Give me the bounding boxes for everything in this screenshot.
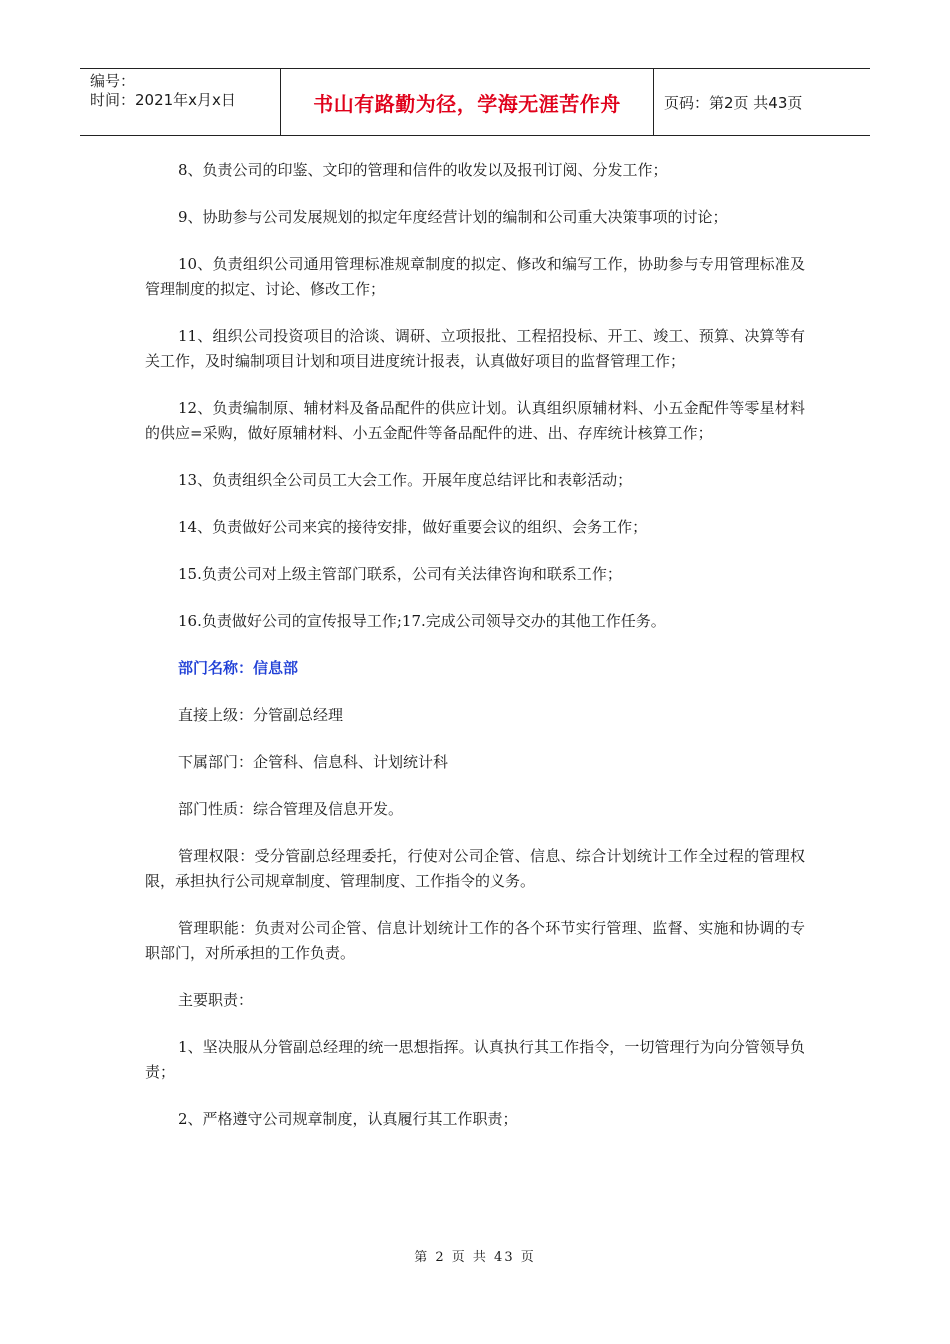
duty-item-13: 13、负责组织全公司员工大会工作。开展年度总结评比和表彰活动； — [178, 471, 633, 489]
direct-superior: 直接上级：分管副总经理 — [178, 706, 344, 724]
info-duty-item-1: 1、坚决服从分管副总经理的统一思想指挥。认真执行其工作指令，一切管理行为向分管领导负责； — [145, 1038, 805, 1081]
section-heading-department-name: 部门名称：信息部 — [178, 659, 299, 677]
header-page-info: 页码：第2页 共43页 — [664, 93, 803, 112]
document-date: 时间：2021年x月x日 — [90, 91, 236, 109]
page-footer: 第 2 页 共 43 页 — [414, 1250, 536, 1265]
duty-item-8: 8、负责公司的印鉴、文印的管理和信件的收发以及报刊订阅、分发工作； — [178, 161, 668, 179]
duty-item-14: 14、负责做好公司来宾的接待安排，做好重要会议的组织、会务工作； — [178, 518, 648, 536]
duty-item-16-17: 16.负责做好公司的宣传报导工作;17.完成公司领导交办的其他工作任务。 — [178, 612, 666, 630]
duty-item-12: 12、负责编制原、辅材料及备品配件的供应计划。认真组织原辅材料、小五金配件等零星材料的供应=采购，做好原辅材料、小五金配件等备品配件的进、出、存库统计核算工作； — [145, 399, 805, 442]
duty-item-9: 9、协助参与公司发展规划的拟定年度经营计划的编制和公司重大决策事项的讨论； — [178, 208, 728, 226]
management-function: 管理职能：负责对公司企管、信息计划统计工作的各个环节实行管理、监督、实施和协调的专职部门，对所承担的工作负责。 — [145, 919, 805, 962]
header-page-info-cell — [654, 69, 870, 135]
header-meta — [80, 69, 281, 135]
document-header — [80, 68, 870, 136]
department-nature: 部门性质：综合管理及信息开发。 — [178, 800, 404, 818]
main-duties-heading: 主要职责： — [178, 991, 254, 1009]
document-number-label: 编号： — [90, 72, 136, 90]
info-duty-item-2: 2、严格遵守公司规章制度，认真履行其工作职责； — [178, 1110, 518, 1128]
duty-item-15: 15.负责公司对上级主管部门联系，公司有关法律咨询和联系工作； — [178, 565, 622, 583]
duty-item-10: 10、负责组织公司通用管理标准规章制度的拟定、修改和编写工作，协助参与专用管理标准及管理制度的拟定、讨论、修改工作； — [145, 255, 805, 298]
header-motto-cell — [281, 69, 654, 135]
duty-item-11: 11、组织公司投资项目的洽谈、调研、立项报批、工程招投标、开工、竣工、预算、决算等有关工作，及时编制项目计划和项目进度统计报表，认真做好项目的监督管理工作； — [145, 327, 805, 370]
management-authority: 管理权限：受分管副总经理委托，行使对公司企管、信息、综合计划统计工作全过程的管理权限，承担执行公司规章制度、管理制度、工作指令的义务。 — [145, 847, 805, 890]
document-body — [145, 158, 805, 1154]
header-motto: 书山有路勤为径，学海无涯苦作舟 — [313, 91, 621, 116]
subordinate-departments: 下属部门：企管科、信息科、计划统计科 — [178, 753, 449, 771]
